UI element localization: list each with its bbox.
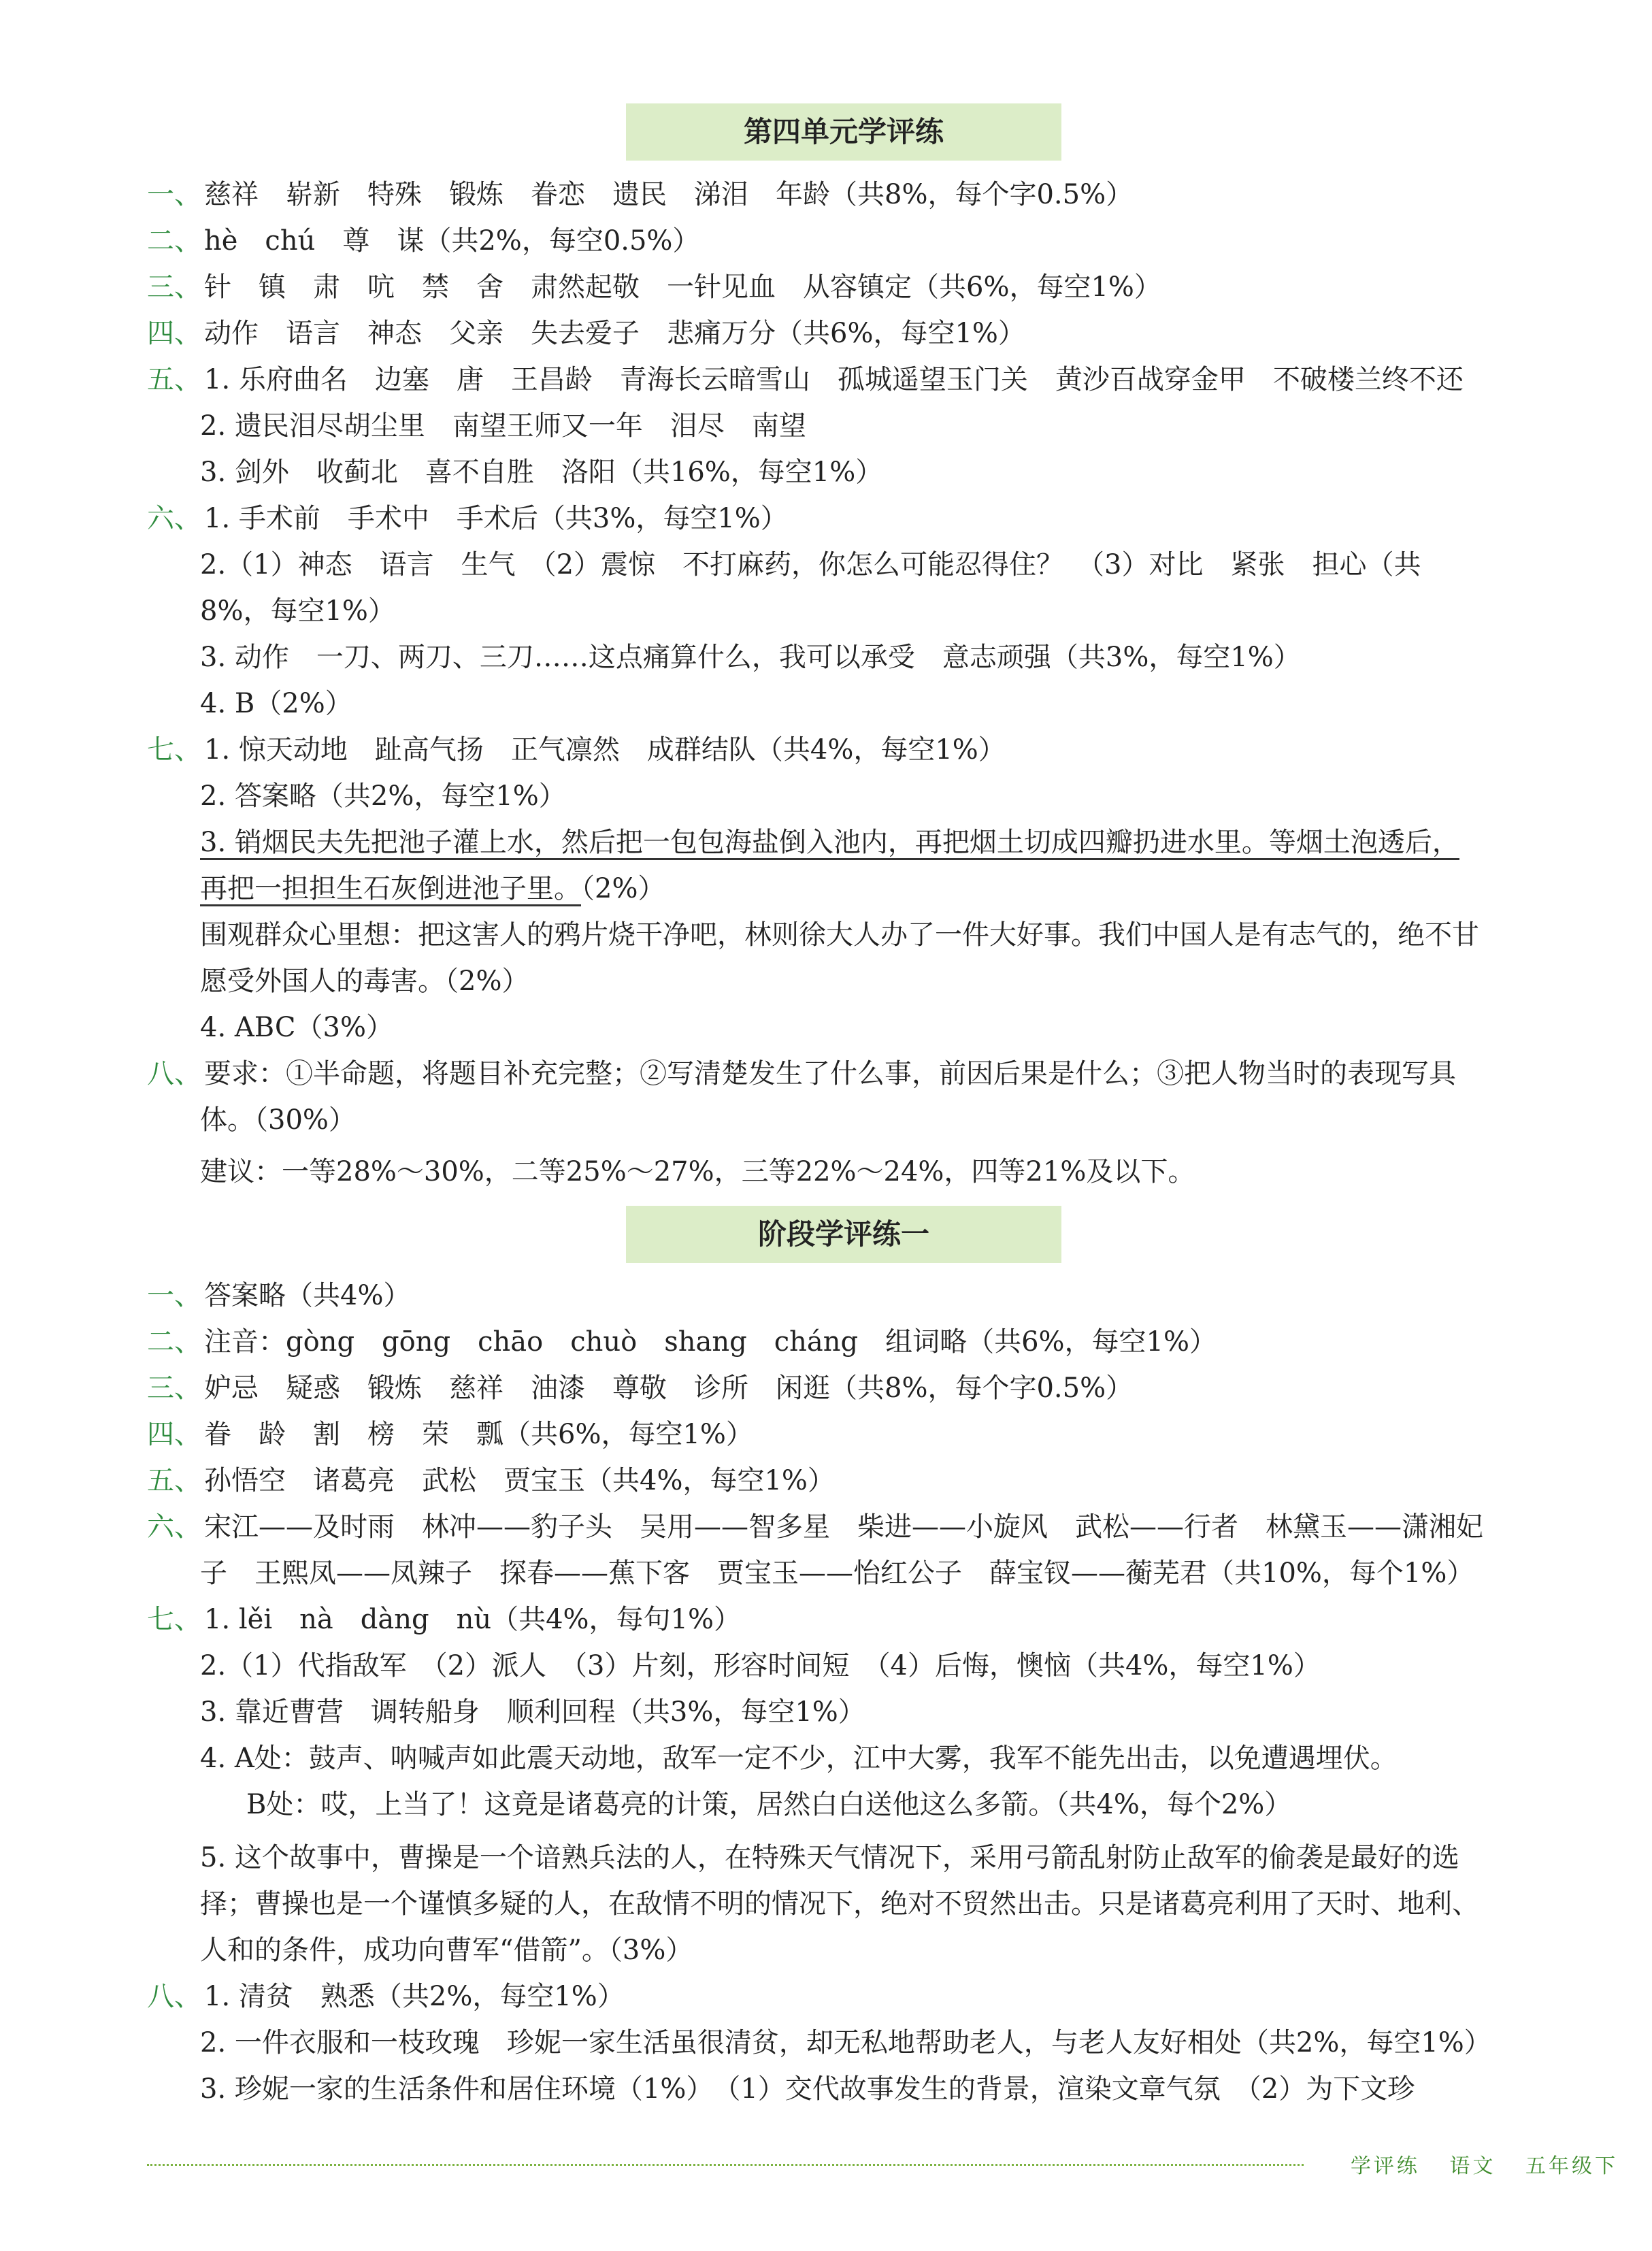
answer-line: 人和的条件，成功向曹军“借箭”。（3%） — [200, 1935, 693, 1966]
answer-line: 四、 动作 语言 神态 父亲 失去爱子 悲痛万分（共6%，每空1%） — [147, 318, 1025, 349]
answer-line: 二、 注音：gòng gōng chāo chuò shang cháng 组词略（共6%，每空1%） — [147, 1326, 1217, 1358]
answer-line: 五、 孙悟空 诸葛亮 武松 贾宝玉（共4%，每空1%） — [147, 1465, 835, 1496]
answer-line: 建议：一等28%～30%，二等25%～27%，三等22%～24%，四等21%及以下。 — [200, 1156, 1195, 1187]
answer-line: 三、 妒忌 疑惑 锻炼 慈祥 油漆 尊敬 诊所 闲逛（共8%，每个字0.5%） — [147, 1373, 1134, 1404]
answer-line: 2. 答案略（共2%，每空1%） — [200, 781, 566, 812]
answer-line: 一、 答案略（共4%） — [147, 1280, 411, 1311]
answer-line: 择；曹操也是一个谨慎多疑的人，在敌情不明的情况下，绝对不贸然出击。只是诸葛亮利用了天时、地利、 — [200, 1888, 1479, 1920]
answer-line: 4. B（2%） — [200, 688, 352, 719]
answer-line: 八、 1. 清贫 熟悉（共2%，每空1%） — [147, 1981, 625, 2012]
page-footer — [1330, 2149, 1618, 2179]
answer-line: 八、 要求：①半命题，将题目补充完整；②写清楚发生了什么事，前因后果是什么；③把人物当时的表现写具 — [147, 1058, 1456, 1089]
section-title-unit4: 第四单元学评练 — [626, 103, 1061, 161]
answer-line: 2. 遗民泪尽胡尘里 南望王师又一年 泪尽 南望 — [200, 410, 806, 442]
answer-line: 一、 慈祥 崭新 特殊 锻炼 眷恋 遗民 涕泪 年龄（共8%，每个字0.5%） — [147, 179, 1134, 210]
answer-line: 3. 动作 一刀、两刀、三刀……这点痛算什么，我可以承受 意志顽强（共3%，每空1%） — [200, 642, 1301, 673]
answer-line: 再把一担担生石灰倒进池子里。（2%） — [200, 866, 1602, 912]
footer-series: 学评练 — [1350, 2154, 1420, 2178]
answer-line: 五、 1. 乐府曲名 边塞 唐 王昌龄 青海长云暗雪山 孤城遥望玉门关 黄沙百战穿金甲 不破楼兰终不还 — [147, 364, 1464, 395]
answer-line: 5. 这个故事中，曹操是一个谙熟兵法的人，在特殊天气情况下，采用弓箭乱射防止敌军的偷袭是最好的选 — [200, 1842, 1459, 1873]
answer-line: 愿受外国人的毒害。（2%） — [200, 966, 529, 997]
answer-line: 4. A处：鼓声、呐喊声如此震天动地，敌军一定不少，江中大雾，我军不能先出击，以免遭遇埋伏。 — [200, 1743, 1398, 1774]
answer-line: 七、 1. lěi nà dàng nù（共4%，每句1%） — [147, 1604, 742, 1635]
answer-line: 2.（1）代指敌军 （2）派人 （3）片刻，形容时间短 （4）后悔，懊恼（共4%，每空1%） — [200, 1650, 1321, 1681]
answer-line: B处：哎，上当了！这竟是诸葛亮的计策，居然白白送他这么多箭。（共4%，每个2%） — [246, 1789, 1292, 1820]
answer-line: 8%，每空1%） — [200, 595, 395, 627]
answer-line: 3. 珍妮一家的生活条件和居住环境（1%） （1）交代故事发生的背景，渲染文章气氛 （2）为下文珍 — [200, 2073, 1415, 2105]
answer-line: 3. 靠近曹营 调转船身 顺利回程（共3%，每空1%） — [200, 1696, 865, 1728]
answer-line: 六、 1. 手术前 手术中 手术后（共3%，每空1%） — [147, 503, 788, 534]
answer-line: 2. 一件衣服和一枝玫瑰 珍妮一家生活虽很清贫，却无私地帮助老人，与老人友好相处（共2%，每空1%） — [200, 2027, 1491, 2058]
answer-line: 六、 宋江——及时雨 林冲——豹子头 吴用——智多星 柴进——小旋风 武松——行者 林黛玉——潇湘妃 — [147, 1511, 1483, 1543]
answer-line: 子 王熙凤——凤辣子 探春——蕉下客 贾宝玉——怡红公子 薛宝钗——蘅芜君（共10%，每个1%） — [200, 1558, 1474, 1589]
answer-line: 体。（30%） — [200, 1104, 356, 1136]
footer-subject: 语文 — [1449, 2154, 1496, 2178]
answer-line: 2.（1）神态 语言 生气 （2）震惊 不打麻药，你怎么可能忍得住？ （3）对比 紧张 担心（共 — [200, 549, 1421, 580]
answer-line: 3. 销烟民夫先把池子灌上水，然后把一包包海盐倒入池内，再把烟土切成四瓣扔进水里。等烟土泡透后， — [200, 819, 1602, 866]
section-title-stage1: 阶段学评练一 — [626, 1206, 1061, 1263]
answer-line: 四、 眷 龄 割 榜 荣 瓢（共6%，每空1%） — [147, 1419, 753, 1450]
answer-line: 4. ABC（3%） — [200, 1012, 393, 1043]
footer-grade: 五年级下 — [1525, 2154, 1618, 2178]
answer-line: 七、 1. 惊天动地 趾高气扬 正气凛然 成群结队（共4%，每空1%） — [147, 734, 1006, 766]
footer-divider — [147, 2164, 1304, 2166]
answer-line: 二、 hè chú 尊 谋（共2%，每空0.5%） — [147, 225, 700, 257]
answer-line: 3. 剑外 收蓟北 喜不自胜 洛阳（共16%，每空1%） — [200, 457, 883, 488]
answer-line: 三、 针 镇 肃 吭 禁 舍 肃然起敬 一针见血 从容镇定（共6%，每空1%） — [147, 272, 1161, 303]
answer-line: 围观群众心里想：把这害人的鸦片烧干净吧，林则徐大人办了一件大好事。我们中国人是有志气的，绝不甘 — [200, 919, 1479, 951]
